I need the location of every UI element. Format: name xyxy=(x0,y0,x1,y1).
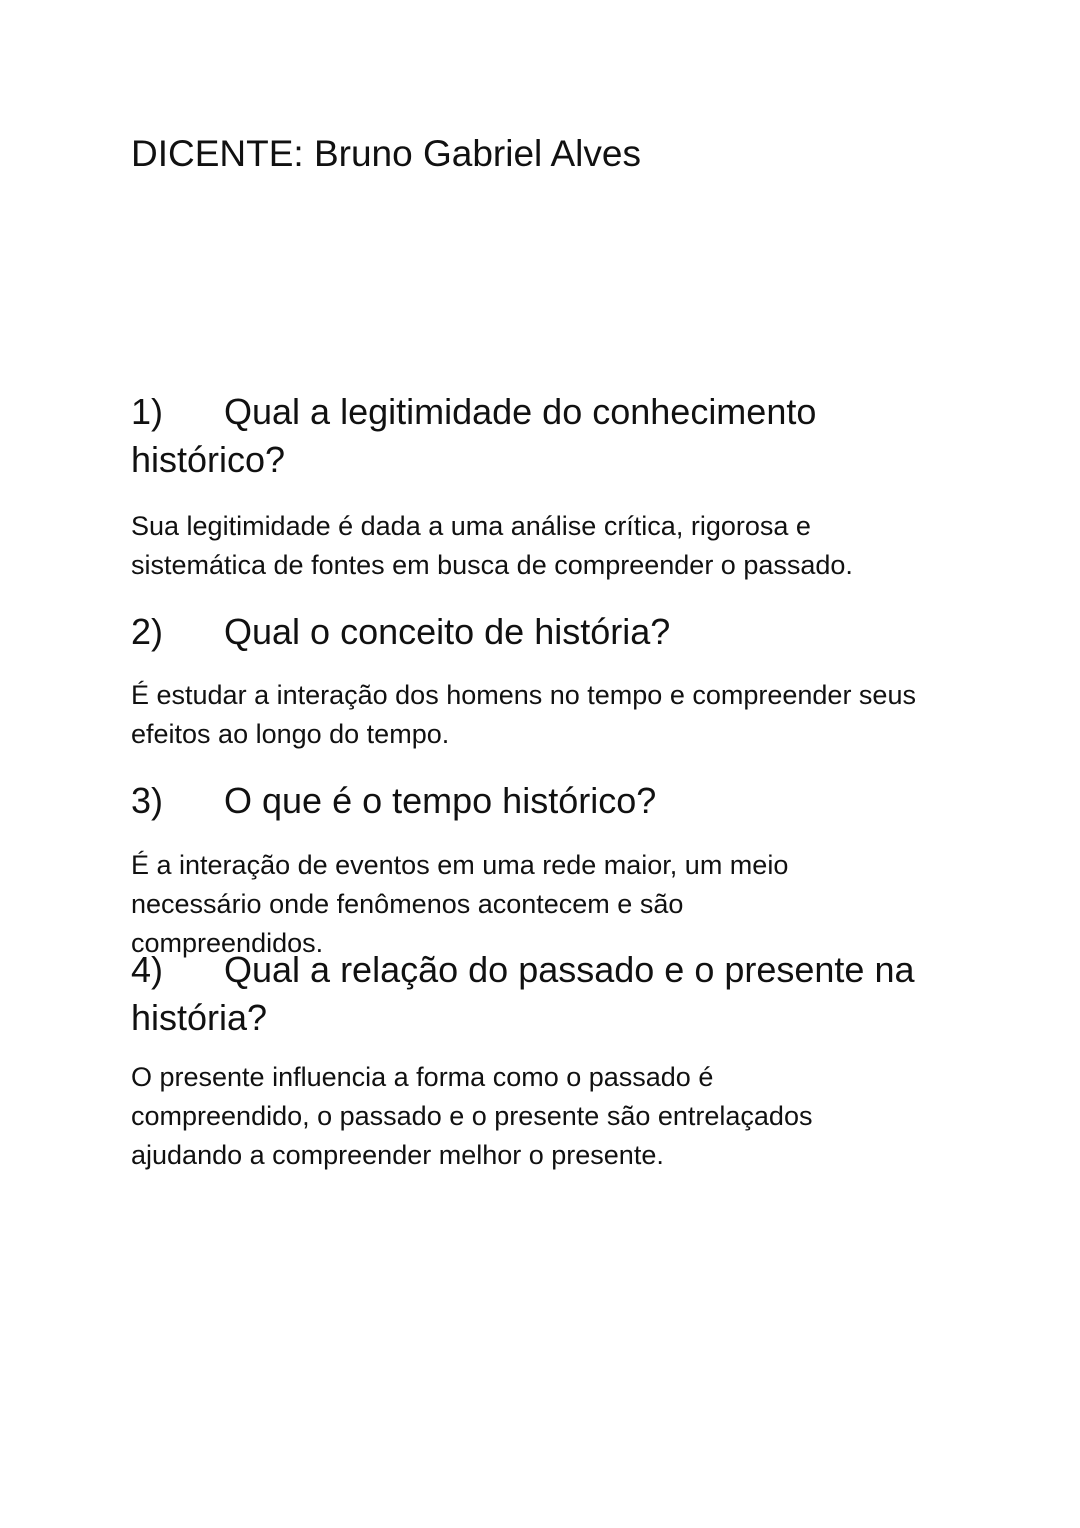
question-3 xyxy=(131,777,951,825)
question-number: 3) xyxy=(131,780,164,821)
question-number: 1) xyxy=(131,391,164,432)
student-name-heading: DICENTE: Bruno Gabriel Alves xyxy=(131,133,641,174)
question-number: 2) xyxy=(131,611,164,652)
question-text: Qual o conceito de história? xyxy=(224,611,671,652)
question-text: O que é o tempo histórico? xyxy=(224,780,657,821)
question-4 xyxy=(131,946,931,1042)
answer-3: É a interação de eventos em uma rede maior, um meio necessário onde fenômenos acontecem e são compreendidos. xyxy=(131,850,789,958)
question-text: Qual a legitimidade do conhecimento histórico? xyxy=(131,391,817,480)
question-1 xyxy=(131,388,951,484)
question-text: Qual a relação do passado e o presente na história? xyxy=(131,949,915,1038)
question-number: 4) xyxy=(131,949,164,990)
question-2 xyxy=(131,608,951,656)
answer-4: O presente influencia a forma como o passado é compreendido, o passado e o presente são entrelaçados ajudando a compreender melhor o presente. xyxy=(131,1062,813,1170)
answer-2: É estudar a interação dos homens no tempo e compreender seus efeitos ao longo do tempo. xyxy=(131,680,916,749)
answer-1: Sua legitimidade é dada a uma análise crítica, rigorosa e sistemática de fontes em busca de compreender o passado. xyxy=(131,511,853,580)
